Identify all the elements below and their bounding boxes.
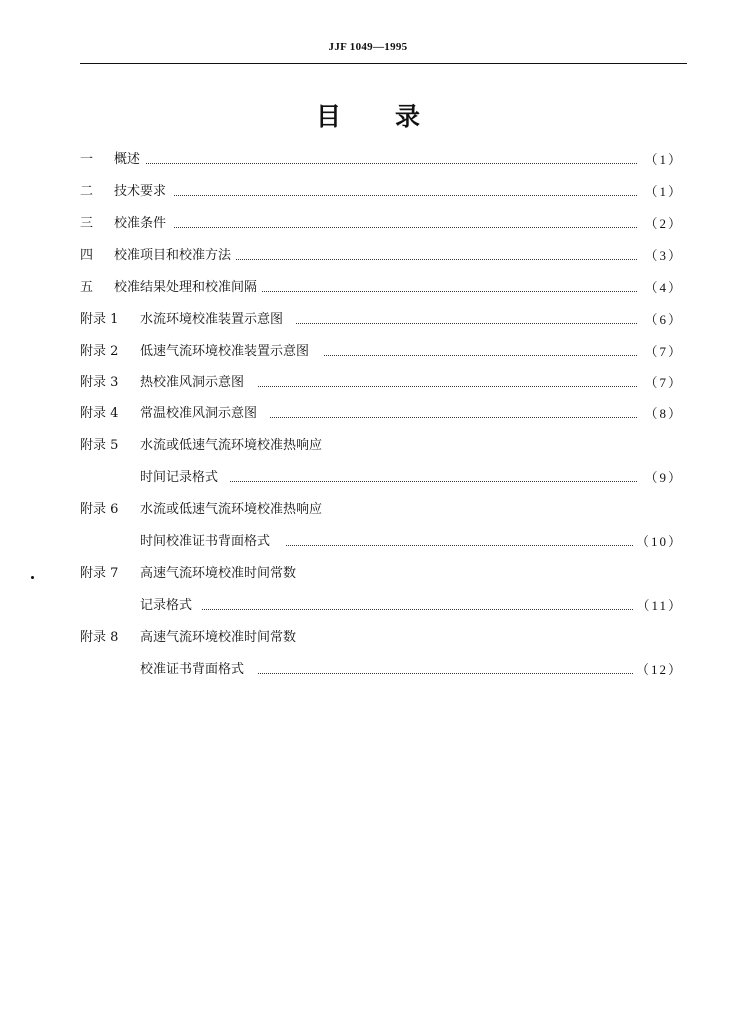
toc-entry-appendix-6-cont[interactable] <box>80 532 683 552</box>
toc-entry-page: （8） <box>644 406 683 421</box>
dot-leader <box>202 609 633 610</box>
dot-leader <box>258 673 633 674</box>
toc-entry-page: （6） <box>644 312 683 327</box>
toc-entry-number: 三 <box>80 216 94 231</box>
dot-leader <box>296 323 637 324</box>
toc-entry-1[interactable] <box>80 150 683 170</box>
dot-leader <box>324 355 637 356</box>
toc-entry-appendix-4[interactable] <box>80 404 683 424</box>
toc-entry-page: （9） <box>644 470 683 485</box>
dot-leader <box>230 481 637 482</box>
header-rule <box>80 63 687 64</box>
toc-entry-number: 附录 3 <box>80 375 119 390</box>
toc-entry-page: （2） <box>644 216 683 231</box>
dot-leader <box>286 545 633 546</box>
toc-entry-title: 高速气流环境校准时间常数 <box>140 564 300 584</box>
dot-leader <box>258 291 637 292</box>
toc-entry-appendix-7[interactable] <box>80 564 683 584</box>
toc-entry-appendix-6[interactable] <box>80 500 683 520</box>
toc-entry-4[interactable] <box>80 246 683 266</box>
toc-entry-title: 校准项目和校准方法 <box>114 246 235 266</box>
dot-leader <box>174 195 637 196</box>
toc-entry-page: （10） <box>635 534 683 549</box>
toc-entry-title: 常温校准风洞示意图 <box>140 404 261 424</box>
dot-leader <box>230 259 637 260</box>
toc-entry-title: 水流环境校准装置示意图 <box>140 310 287 330</box>
toc-entry-title: 校准结果处理和校准间隔 <box>114 278 261 298</box>
toc-entry-number: 附录 7 <box>80 566 119 581</box>
toc-entry-number: 五 <box>80 280 94 295</box>
toc-entry-appendix-3[interactable] <box>80 373 683 393</box>
standard-code: JJF 1049—1995 <box>328 41 408 53</box>
toc-entry-appendix-7-cont[interactable] <box>80 596 683 616</box>
toc-entry-title: 技术要求 <box>114 182 170 202</box>
toc-entry-page: （11） <box>636 598 683 613</box>
toc-entry-appendix-5-cont[interactable] <box>80 468 683 488</box>
toc-entry-3[interactable] <box>80 214 683 234</box>
toc-entry-number: 附录 6 <box>80 502 119 517</box>
dot-leader <box>258 386 637 387</box>
toc-entry-appendix-2[interactable] <box>80 342 683 362</box>
toc-entry-appendix-1[interactable] <box>80 310 683 330</box>
toc-entry-appendix-5[interactable] <box>80 436 683 456</box>
scan-speck <box>31 576 34 579</box>
toc-entry-5[interactable] <box>80 278 683 298</box>
toc-entry-title: 高速气流环境校准时间常数 <box>140 628 300 648</box>
toc-entry-number: 二 <box>80 184 94 199</box>
dot-leader <box>146 163 637 164</box>
toc-entry-title-cont: 记录格式 <box>140 596 196 616</box>
toc-entry-number: 一 <box>80 152 94 167</box>
toc-entry-page: （1） <box>644 152 683 167</box>
toc-entry-page: （7） <box>644 375 683 390</box>
toc-entry-title: 水流或低速气流环境校准热响应 <box>140 436 326 456</box>
toc-entry-2[interactable] <box>80 182 683 202</box>
toc-entry-page: （7） <box>644 344 683 359</box>
toc-entry-number: 附录 8 <box>80 630 119 645</box>
page-title-part2: 录 <box>395 102 421 131</box>
toc-entry-page: （4） <box>644 280 683 295</box>
toc-entry-number: 附录 5 <box>80 438 119 453</box>
toc-entry-page: （1） <box>644 184 683 199</box>
toc-entry-title: 水流或低速气流环境校准热响应 <box>140 500 326 520</box>
toc-entry-page: （3） <box>644 248 683 263</box>
toc-entry-title: 校准条件 <box>114 214 170 234</box>
toc-entry-title: 热校准风洞示意图 <box>140 373 248 393</box>
toc-entry-number: 四 <box>80 248 94 263</box>
toc-entry-title-cont: 校准证书背面格式 <box>140 660 248 680</box>
dot-leader <box>174 227 637 228</box>
toc-entry-title: 概述 <box>114 150 144 170</box>
toc-entry-title-cont: 时间记录格式 <box>140 468 222 488</box>
toc-entry-title: 低速气流环境校准装置示意图 <box>140 342 313 362</box>
page-title <box>0 97 736 133</box>
toc-entry-number: 附录 2 <box>80 344 119 359</box>
toc-entry-page: （12） <box>635 662 683 677</box>
toc-entry-appendix-8[interactable] <box>80 628 683 648</box>
toc-entry-number: 附录 4 <box>80 406 119 421</box>
toc-entry-number: 附录 1 <box>80 312 119 327</box>
toc-entry-appendix-8-cont[interactable] <box>80 660 683 680</box>
dot-leader <box>270 417 637 418</box>
page-title-part1: 目 <box>315 102 341 131</box>
toc-entry-title-cont: 时间校准证书背面格式 <box>140 532 274 552</box>
